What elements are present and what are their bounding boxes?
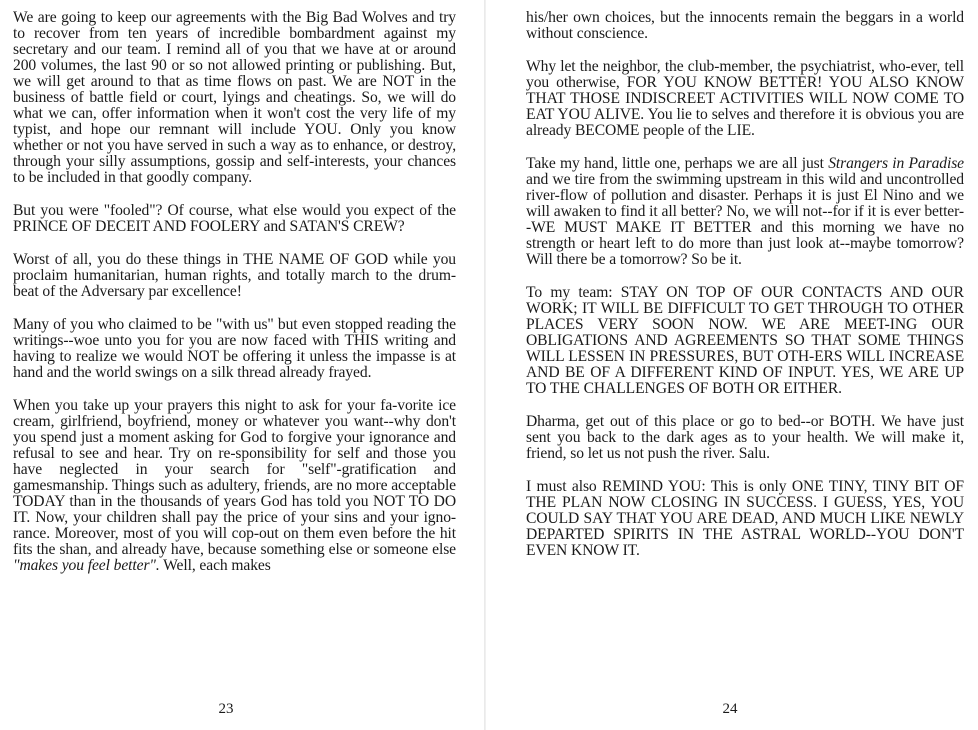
paragraph-text: and we tire from the swimming upstream in this wild and uncontrolled river-flow of pollution and disaster. Perhaps it is just El Nino and we will awaken to find it all better? No, we will not--for if it is ever better--WE MUST MAKE IT BETTER and this morning we have no strength or heart left to do more than just look at--maybe tomorrow? Will there be a tomorrow? So be it. [526,171,964,268]
paragraph-text: When you take up your prayers this night to ask for your fa-vorite ice cream, girlfriend, boyfriend, money or whatever you want--why don't you spend just a moment asking for God to forgive your ignorance and refusal to see and hear. Try on re-sponsibility for self and those you have neglected in your search for "self"-gratification and gamesmanship. Things such as adultery, friends, are no more acceptable TODAY than in the thousands of years God has told you NOT TO DO IT. Now, your children shall pay the price of your sins and your igno-rance. Moreover, most of you will cop-out on them even before the hit fits the shan, and already have, because something else or someone else [13,397,456,558]
page-number: 24 [722,701,738,717]
emphasized-text: Strangers in Paradise [828,155,964,172]
body-paragraph: I must also REMIND YOU: This is only ONE TINY, TINY BIT OF THE PLAN NOW CLOSING IN SUCCESS. I GUESS, YES, YOU COULD SAY THAT YOU ARE DEAD, AND MUCH LIKE NEWLY DEPARTED SPIRITS IN THE ASTRAL WORLD--YOU DON'T EVEN KNOW IT. [526,478,964,559]
page-number: 23 [218,701,234,717]
paragraph-text: Take my hand, little one, perhaps we are all just [526,155,829,172]
left-page [0,0,486,730]
right-page [486,0,978,730]
body-paragraph: Worst of all, you do these things in THE NAME OF GOD while you proclaim humanitarian, human rights, and totally march to the drum-beat of the Adversary par excellence! [13,251,456,300]
paragraph-text: Well, each makes [159,557,271,574]
body-paragraph: We are going to keep our agreements with the Big Bad Wolves and try to recover from ten years of incredible bombardment against my secretary and our team. I remind all of you that we have at or around 200 volumes, the last 90 or so not allowed printing or publishing. But, we will get around to that as time flows on past. We are NOT in the business of battle field or court, lyings and cheatings. So, we will do what we can, offer information when it won't cost the very life of my typist, and hope our remnant will include YOU. Only you know whether or not you have served in such a way as to enhance, or destroy, through your silly assumptions, gossip and self-interests, your chances to be included in that goodly company. [13,9,456,186]
emphasized-text: "makes you feel better". [13,557,160,574]
body-paragraph: his/her own choices, but the innocents remain the beggars in a world without conscience. [526,9,964,42]
body-paragraph [13,398,456,574]
body-paragraph: Many of you who claimed to be "with us" but even stopped reading the writings--woe unto you for you are now faced with THIS writing and having to realize we would NOT be offering it unless the impasse is at hand and the world swings on a silk thread already frayed. [13,316,456,381]
body-paragraph: To my team: STAY ON TOP OF OUR CONTACTS AND OUR WORK; IT WILL BE DIFFICULT TO GET THROUGH TO OTHER PLACES VERY SOON NOW. WE ARE MEET-ING OUR OBLIGATIONS AND AGREEMENTS SO THAT SOME THINGS WILL LESSEN IN PRESSURES, BUT OTH-ERS WILL INCREASE AND BE OF A DIFFERENT KIND OF INPUT. YES, WE ARE UP TO THE CHALLENGES OF BOTH OR EITHER. [526,284,964,397]
body-paragraph: But you were "fooled"? Of course, what else would you expect of the PRINCE OF DECEIT AND FOOLERY and SATAN'S CREW? [13,202,456,235]
body-paragraph: Dharma, get out of this place or go to bed--or BOTH. We have just sent you back to the dark ages as to your health. We will make it, friend, so let us not push the river. Salu. [526,413,964,462]
body-paragraph [526,156,964,268]
body-paragraph: Why let the neighbor, the club-member, the psychiatrist, who-ever, tell you otherwise, FOR YOU KNOW BETTER! YOU ALSO KNOW THAT THOSE INDISCREET ACTIVITIES WILL NOW COME TO EAT YOU ALIVE. You lie to selves and therefore it is obvious you are already BECOME people of the LIE. [526,58,964,139]
